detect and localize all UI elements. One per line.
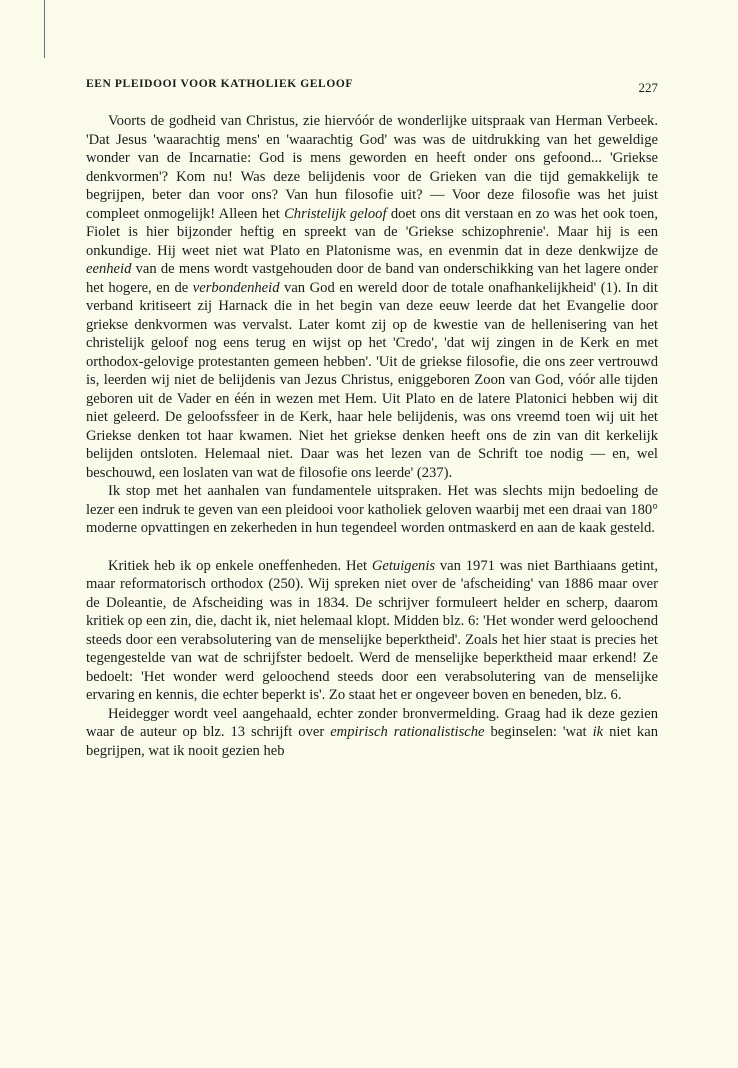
text-run: beginselen: 'wat	[484, 724, 593, 740]
text-run: doet ons dit verstaan en zo was het ook toen, Fiolet is hier bijzonder heftig en spreekt van de 'Griekse schizophrenie'. Maar hij is een onkundige. Hij weet niet wat Plato en Platonisme was, en evenmin dat in deze denkwijze de	[86, 205, 658, 259]
italic-text: Christelijk geloof	[284, 205, 387, 222]
italic-text: Getuigenis	[371, 557, 436, 574]
paragraph	[86, 482, 658, 538]
text-run: van de mens wordt vastgehouden door de band van onderschikking van het lagere onder het hogere, en de	[86, 261, 658, 296]
text-run: niet kan begrijpen, wat ik nooit gezien heb	[86, 724, 658, 759]
body-text	[86, 112, 658, 760]
text-run: Heidegger wordt veel aangehaald, echter zonder bronvermelding. Graag had ik deze gezien waar de auteur op blz. 13 schrijft over	[86, 705, 658, 740]
text-run: Kritiek heb ik op enkele oneffenheden. Het	[108, 557, 372, 574]
paragraph	[86, 557, 658, 705]
italic-text: empirisch rationalistische	[330, 724, 485, 740]
italic-text: eenheid	[86, 261, 132, 277]
italic-text: ik	[592, 724, 604, 740]
paragraph	[86, 112, 658, 482]
paragraph	[86, 705, 658, 761]
left-edge-rule	[44, 0, 45, 58]
page-number: 227	[638, 80, 658, 95]
text-run: Ik stop met het aanhalen van fundamentele uitspraken. Het was slechts mijn bedoeling de lezer een indruk te geven van een pleidooi voor katholiek geloven waarbij met een draai van 180° moderne opvattingen en zekerheden in hun tegendeel worden ontmaskerd en aan de kaak gesteld.	[86, 483, 658, 536]
running-head: EEN PLEIDOOI VOOR KATHOLIEK GELOOF	[86, 78, 354, 90]
italic-text: verbondenheid	[192, 279, 280, 296]
text-run: van God en wereld door de totale onafhankelijkheid' (1). In dit verband kritiseert zij Harnack die in het begin van deze eeuw leerde dat het Evangelie door griekse denkvormen was vervalst. Later komt zij op de kwestie van de hellenisering van het christelijk geloof nog eens terug en wijst op het 'Credo', 'dat wij zingen in de Kerk en met orthodox-gelovige protestanten gemeen hebben'. 'Uit de griekse filosofie, die ons zeer vertrouwd is, leerden wij niet de belijdenis van Jezus Christus, eniggeboren Zoon van God, vóór alle tijden geboren uit de Vader en één in wezen met Hem. Uit Plato en de latere Platonici hebben wij dit niet geleerd. De geloofssfeer in de Kerk, haar hele belijdenis, was ons vreemd toen wij uit het Griekse denken tot haar kwamen. Niet het griekse denken heeft ons de zin van dit kerkelijk belijden ontsloten. Helemaal niet. Daar was het lezen van de Schrift toe nodig — en, wel beschouwd, een loslaten van wat de filosofie ons leerde' (237).	[86, 279, 658, 481]
page-header	[86, 78, 658, 98]
text-run: Voorts de godheid van Christus, zie hiervóór de wonderlijke uitspraak van Herman Verbeek. 'Dat Jesus 'waarachtig mens' en 'waarachtig God' was was de uitdrukking van het geweldige wonder van de Incarnatie: God is mens geworden en heeft onder ons gefoond... 'Griekse denkvormen'? Kom nu! Was deze belijdenis voor de Grieken van die tijd gemakkelijk te begrijpen, beter dan voor ons? Van hun filosofie uit? — Voor deze filosofie was het juist compleet onmogelijk! Alleen het	[86, 113, 658, 222]
text-run: van 1971 was niet Barthiaans getint, maar reformatorisch orthodox (250). Wij spreken niet over de 'afscheiding' van 1886 maar over de Doleantie, de Afscheiding was in 1834. De schrijver formuleert helder en scherp, daarom kritiek op een zin, die, dacht ik, niet helemaal klopt. Midden blz. 6: 'Het wonder werd geloochend steeds door een verabsolutering van de menselijke beperktheid'. Zoals het hier staat is precies het tegengestelde van wat de schrijfster bedoelt. Werd de menselijke beperktheid maar erkend! Ze bedoelt: 'Het wonder werd geloochend steeds door een verabsolutering van de menselijke ervaring en kennis, die echter beperkt is'. Zo staat het er ongeveer boven en beneden, blz. 6.	[86, 557, 658, 703]
